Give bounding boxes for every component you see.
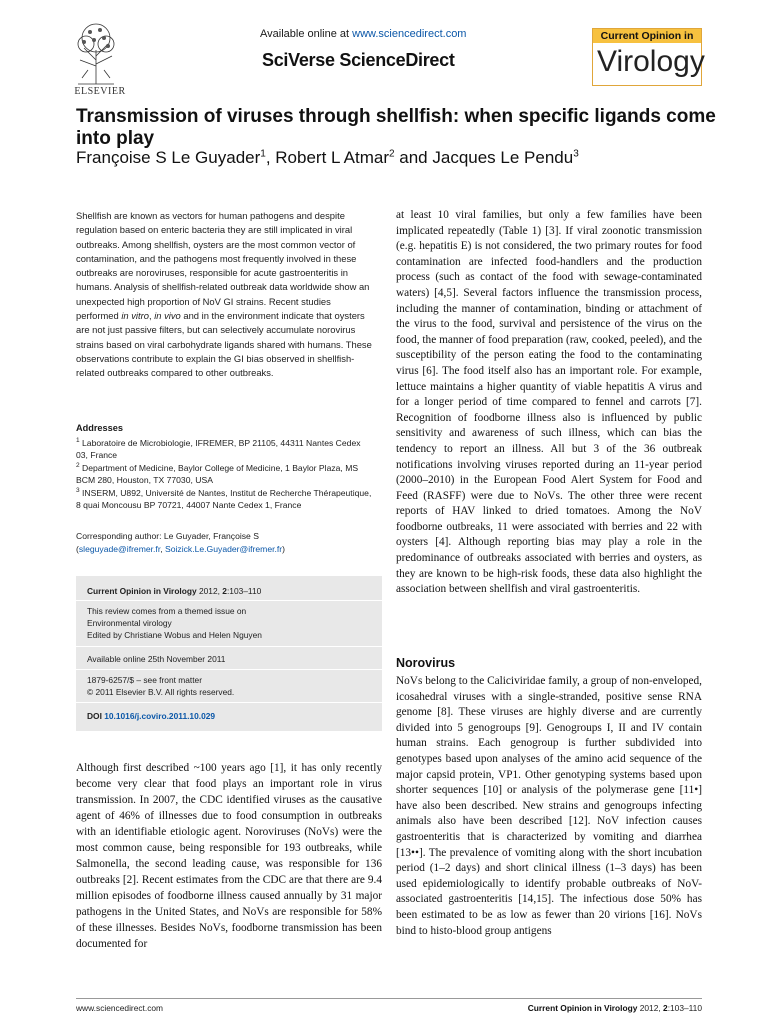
address-item [76,460,374,487]
sciencedirect-link[interactable]: www.sciencedirect.com [352,28,467,40]
journal-series: Current Opinion in [593,29,701,43]
paragraph: at least 10 viral families, but only a few families have been implicated repeatedly (Table 1) [3]. If viral zoonotic transmission (e.g. hepatitis E) is not considered, the two primary routes for food contamination are infected food-handlers and the production process (such as contact of the food with sewage-contaminated waters) [4,5]. Several factors influence the transmission process, including the manner of contamination, binding or attachment of the virus to the food, survival and persistence of the virus on the food, the manner of food preparation (raw, cooked, peeled), and the susceptibility of the person eating the food to the contaminating virus [6]. The food itself also has an important role. For example, lettuce maintains a higher quantity of viable hepatitis A virus and for a longer period of time compared to fennel and carrots [7]. Recognition of foodborne illness also is influenced by public sensitivity and awareness of such illness, which can bias the tendency to report an illness. All but 3 of the 36 outbreak notifications involving viruses reported during an 11-year period (2000–2010) in the European Food Alert System for Food and Feed (RASFF) were due to NoVs. The other three were recent reports of HAV linked to dried tomatoes. Among the NoV foodborne outbreaks, 11 were associated with berries and 22 with oysters [4]. Although reporting bias may play a role in the predominance of outbreaks associated with berries and oysters, as they are known to be high-risk foods, these data also highlight the association between shellfish and viral gastroenteritis. [396,209,702,596]
theme-line: This review comes from a themed issue on [87,606,247,616]
publisher-name: ELSEVIER [74,86,126,97]
author-name: Jacques Le Pendu [432,148,574,167]
body-text-left [76,760,382,952]
article-info-box [76,576,382,731]
author-affiliation-mark: 1 [260,148,266,160]
separator: , [160,543,165,554]
available-prefix: Available online at [260,28,353,40]
corresponding-author [76,530,374,555]
abstract [76,209,374,381]
corresponding-label: Corresponding author: Le Guyader, Françoise S [76,531,259,541]
section-heading: Norovirus [396,656,456,670]
abstract-text: and in the environment indicate that oysters are not just passive filters, but can selectively accumulate norovirus strains based on viral carbohydrate ligands shared with humans. These observations contribute to explain the GI bias observed in shellfish-related outbreaks compared to other outbreaks. [76,310,372,379]
address-mark: 3 [76,487,80,494]
address-mark: 1 [76,437,80,444]
divider [76,600,382,601]
copyright-line: © 2011 Elsevier B.V. All rights reserved. [87,687,235,697]
doi-label: DOI [87,711,105,721]
issn-line: 1879-6257/$ – see front matter [87,675,202,685]
citation-year: 2012, [196,586,223,596]
author-affiliation-mark: 2 [388,148,395,160]
abstract-text: , [148,310,155,322]
journal-name: Virology [597,45,705,78]
address-text: Laboratoire de Microbiologie, IFREMER, BP 21105, 44311 Nantes Cedex 03, France [76,437,361,461]
footer-website[interactable]: www.sciencedirect.com [76,1003,164,1013]
author-separator: , [265,148,276,167]
address-item [76,435,374,462]
abstract-italic: in vivo [154,310,181,322]
paren: ) [282,543,286,554]
footer-volume: 2 [663,1003,668,1013]
footer-citation [498,1003,702,1013]
article-title: Transmission of viruses through shellfish: when specific ligands come into play [76,106,716,149]
citation-journal: Current Opinion in Virology [87,586,197,596]
body-text-right [396,208,702,598]
email-link[interactable]: sleguyade@ifremer.fr [78,543,161,554]
address-text: INSERM, U892, Université de Nantes, Institut de Recherche Thérapeutique, 8 quai Moncousu BP 70721, 44007 Nante Cedex 1, France [76,487,372,511]
elsevier-tree-logo [72,20,120,86]
address-item [76,485,374,512]
abstract-italic: in vitro [121,310,149,322]
doi-link[interactable]: 10.1016/j.coviro.2011.10.029 [104,711,216,721]
divider [76,702,382,703]
footer-journal: Current Opinion in Virology [527,1003,638,1013]
section-body [396,674,702,939]
editors-line: Edited by Christiane Wobus and Helen Nguyen [87,630,262,640]
platform-name: SciVerse ScienceDirect [262,50,455,70]
author-affiliation-mark: 3 [573,148,579,160]
doi-line [87,710,215,722]
availability-line [260,28,466,40]
divider [76,669,382,670]
citation-volume: 2 [222,586,227,596]
footer-rule [76,998,702,999]
footer-year: 2012, [637,1003,664,1013]
email-link[interactable]: Soizick.Le.Guyader@ifremer.fr [165,543,283,554]
theme-name: Environmental virology [87,618,172,628]
author-list [76,148,579,168]
author-separator: and [394,148,433,167]
addresses-heading: Addresses [76,423,123,433]
available-date: Available online 25th November 2011 [87,654,226,664]
divider [76,646,382,647]
paren: ( [76,543,79,554]
author-name: Françoise S Le Guyader [76,148,261,167]
journal-badge [592,28,705,86]
citation-line [87,585,261,597]
author-name: Robert L Atmar [275,148,389,167]
paragraph: NoVs belong to the Caliciviridae family, a group of non-enveloped, icosahedral viruses with a single-stranded, positive sense RNA genome [8]. These viruses are highly diverse and are currently divided into 5 genogroups [9]. Genogroups I, II and IV contain human strains. Each genogroup is further subdivided into genotypes based upon analyses of the amino acid sequence of the major capsid protein, VP1. Other genotyping systems based upon shorter sequences [10] or analysis of the polymerase gene [11•] have also been described. New strains and genogroups infecting animals also have been described [12]. NoV infection causes gastroenteritis that is characterized by vomiting and diarrhea [13••]. The prevalence of vomiting along with the short incubation period (1–2 days) and short clinical illness (1–3 days) has been used epidemiologically to identify probable outbreaks of NoV-associated gastroenteritis [14,15]. The infectious dose 50% has been estimated to be as low as fewer than 20 virions [16]. NoVs bind to histo-blood group antigens [396,675,702,937]
citation-pages: :103–110 [226,586,262,596]
address-mark: 2 [76,462,80,469]
address-text: Department of Medicine, Baylor College of Medicine, 1 Baylor Plaza, MS BCM 280, Houston, TX 77030, USA [76,462,359,486]
footer-pages: :103–110 [667,1003,702,1013]
paragraph: Although first described ~100 years ago [1], it has only recently become very clear that food plays an important role in virus transmission. In 2007, the CDC identified viruses as the causative agent of 46% of illnesses due to food consumption in outbreaks with an identifiable etiologic agent. Noroviruses (NoVs) were the most common cause, being responsible for 193 outbreaks, while Salmonella, the second leading cause, was responsible for 136 outbreaks [2]. Recent estimates from the CDC are that there are 9.4 million episodes of foodborne illness caused annually by 31 major pathogens in the United States, and NoVs are responsible for 58% of these illnesses. Besides NoVs, foodborne transmission has been documented for [76,762,382,950]
abstract-text: Shellfish are known as vectors for human pathogens and despite regulation based on enteric bacteria they are still implicated in viral outbreaks. Among shellfish, oysters are the most common vector of contamination, and the pathogens most frequently involved in these outbreaks are noroviruses, responsible for acute gastroenteritis in humans. Analysis of shellfish-related outbreak data worldwide show an unexpected high proportion of NoV GI strains. Recent studies performed [76,210,370,322]
